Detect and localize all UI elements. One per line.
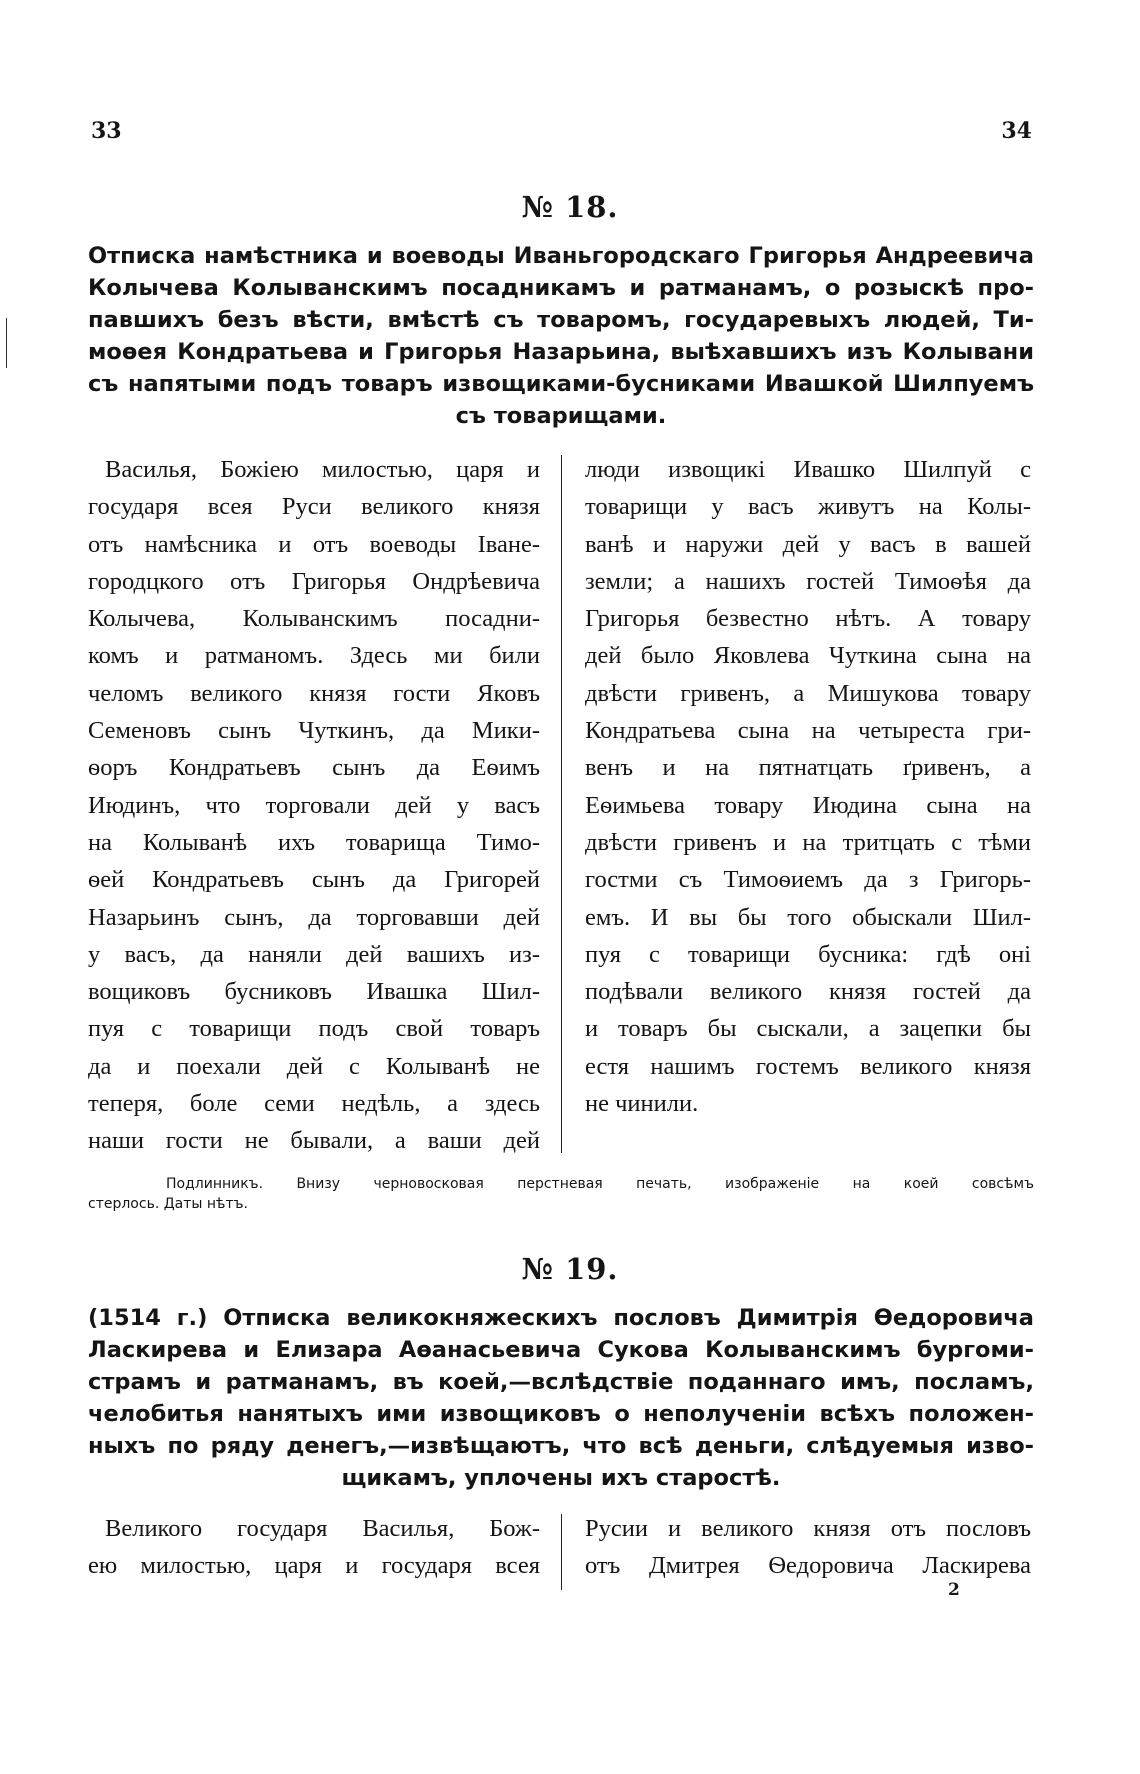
column-divider [561, 455, 562, 1153]
document-18-left-column [88, 451, 540, 1160]
text-line: земли; а нашихъ гостей Тимоѳѣя да [585, 567, 1031, 595]
heading-line: (1514 г.) Отписка великокняжескихъ пословъ Димитрія Ѳедоровича [88, 1305, 1034, 1331]
text-line: не чинили. [585, 1090, 699, 1118]
text-line: и товаръ бы сыскали, а зацепки бы [585, 1015, 1031, 1043]
page-number-left: 33 [91, 118, 122, 144]
text-line: люди извощикі Ивашко Шилпуй с [585, 456, 1031, 483]
text-line: наши гости не бывали, а ваши дей [88, 1127, 540, 1155]
text-line: Григорья безвестно нѣтъ. А товару [585, 605, 1031, 633]
heading-line: щикамъ, уплочены ихъ старостѣ. [341, 1465, 781, 1491]
text-line: дей было Яковлева Чуткина сына на [585, 642, 1031, 670]
text-line: ѳей Кондратьевъ сынъ да Григорей [88, 866, 540, 894]
text-line: двѣсти гривенъ и на тритцать с тѣми [585, 828, 1031, 856]
text-line: венъ и на пятнатцать ґривенъ, а [585, 754, 1031, 782]
text-line: да и поехали дей с Колыванѣ не [88, 1052, 540, 1080]
text-line: Василья, Божіею милостью, царя и [105, 456, 540, 483]
text-line: Великого государя Василья, Бож- [105, 1515, 540, 1542]
text-line: челомъ великого князя гости Яковъ [88, 679, 540, 707]
page-number-right: 34 [1001, 118, 1032, 144]
text-line: Русии и великого князя отъ пословъ [585, 1515, 1031, 1542]
text-line: пуя с товарищи подъ свой товаръ [88, 1015, 540, 1043]
footnote-line: стерлось. Даты нѣтъ. [88, 1196, 248, 1212]
text-line: Июдинъ, что торговали дей у васъ [88, 791, 540, 819]
text-line: комъ и ратманомъ. Здесь ми били [88, 642, 540, 670]
text-line: ѳоръ Кондратьевъ сынъ да Еѳимъ [88, 754, 540, 782]
text-line: государя всея Руси великого князя [88, 493, 540, 521]
text-line: теперя, боле семи недѣль, а здесь [88, 1090, 540, 1118]
text-line: городцкого отъ Григорья Ондрѣевича [88, 567, 540, 595]
text-line: Семеновъ сынъ Чуткинъ, да Мики- [88, 717, 540, 745]
column-divider [561, 1514, 562, 1590]
heading-line: павшихъ безъ вѣсти, вмѣстѣ съ товаромъ, государевыхъ людей, Ти- [88, 307, 1034, 333]
footnote-line: Подлинникъ. Внизу черновосковая перстневая печать, изображеніе на коей совсѣмъ [166, 1176, 1034, 1192]
text-line: емъ. И вы бы того обыскали Шил- [585, 903, 1031, 931]
document-18-number: № 18. [521, 190, 619, 224]
text-line: ванѣ и наружи дей у васъ в вашей [585, 530, 1031, 558]
text-line: Еѳимьева товару Июдина сына на [585, 791, 1031, 819]
heading-line: съ товарищами. [455, 403, 667, 429]
document-18-heading [88, 240, 1034, 432]
text-line: естя нашимъ гостемъ великого князя [585, 1052, 1031, 1080]
text-line: на Колыванѣ ихъ товарища Тимо- [88, 828, 540, 856]
document-19-left-column [88, 1510, 540, 1585]
heading-line: Колычева Колыванскимъ посадникамъ и ратманамъ, о розыскѣ про- [88, 275, 1034, 301]
heading-line: Отписка намѣстника и воеводы Иваньгородскаго Григорья Андреевича [88, 243, 1034, 269]
text-line: гостми съ Тимоѳиемъ да з Григорь- [585, 866, 1031, 894]
text-line: Назарьинъ сынъ, да торговавши дей [88, 903, 540, 931]
document-18-right-column [585, 451, 1031, 1122]
text-line: Кондратьева сына на четыреста гри- [585, 717, 1031, 745]
heading-line: съ напятыми подъ товаръ извощиками-бусниками Ивашкой Шилпуемъ [88, 371, 1034, 397]
heading-line: челобитья нанятыхъ ими извощиковъ о неполученіи всѣхъ положен- [88, 1401, 1034, 1427]
heading-line: моѳея Кондратьева и Григорья Назарьина, выѣхавшихъ изъ Колывани [88, 339, 1034, 365]
text-line: товарищи у васъ живутъ на Колы- [585, 493, 1031, 521]
margin-mark [6, 318, 7, 368]
heading-line: ныхъ по ряду денегъ,—извѣщаютъ, что всѣ деньги, слѣдуемыя изво- [88, 1433, 1034, 1459]
signature-mark: 2 [948, 1580, 960, 1600]
document-18-footnote [88, 1174, 1034, 1214]
document-19-number: № 19. [521, 1252, 619, 1286]
document-19-heading [88, 1302, 1034, 1494]
heading-line: Ласкирева и Елизара Аѳанасьевича Сукова Колыванскимъ бургоми- [88, 1337, 1034, 1363]
text-line: у васъ, да наняли дей вашихъ из- [88, 940, 540, 968]
document-19-right-column [585, 1510, 1031, 1585]
text-line: отъ Дмитрея Ѳедоровича Ласкирева [585, 1552, 1031, 1580]
text-line: ею милостью, царя и государя всея [88, 1552, 540, 1580]
text-line: пуя с товарищи бусника: гдѣ оні [585, 940, 1031, 968]
text-line: подѣвали великого князя гостей да [585, 978, 1031, 1006]
text-line: двѣсти гривенъ, а Мишукова товару [585, 679, 1031, 707]
heading-line: страмъ и ратманамъ, въ коей,—вслѣдствіе поданнаго имъ, посламъ, [88, 1369, 1034, 1395]
text-line: отъ намѣсника и отъ воеводы Іване- [88, 530, 540, 558]
text-line: вощиковъ бусниковъ Ивашка Шил- [88, 978, 540, 1006]
text-line: Колычева, Колыванскимъ посадни- [88, 605, 540, 633]
